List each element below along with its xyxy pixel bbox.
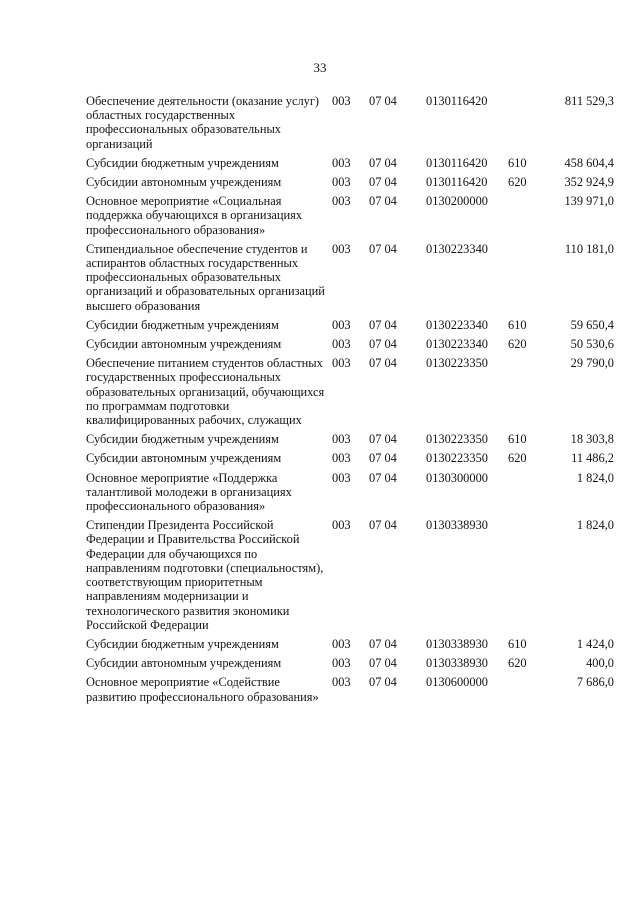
- row-target-code: 0130600000: [426, 675, 488, 690]
- row-name: Стипендии Президента Российской Федерации и Правительства Российской Федерации для обучающихся по направлениям подготовки (специальностям), соответствующим приоритетным направлениям модернизации и технологического развития экономики Российской Федерации: [86, 518, 324, 632]
- row-target-code: 0130338930: [426, 518, 488, 533]
- row-expense-type: 610: [508, 636, 527, 651]
- table-row: [86, 337, 614, 356]
- row-name: Основное мероприятие «Социальная поддержка обучающихся в организациях профессионального образования»: [86, 194, 303, 237]
- row-admin-code: 003: [332, 337, 351, 352]
- row-expense-type: [508, 94, 548, 156]
- row-section-code: 07 04: [369, 175, 397, 190]
- table-row: [86, 518, 614, 637]
- row-expense-type: 620: [508, 337, 527, 352]
- row-section-code: 07 04: [369, 656, 397, 671]
- row-admin-code: 003: [332, 432, 351, 447]
- row-target-code: 0130338930: [426, 636, 488, 651]
- row-section-code: 07 04: [369, 194, 397, 209]
- row-expense-type: [508, 242, 548, 318]
- row-section-code: 07 04: [369, 317, 397, 332]
- row-target-code: 0130223340: [426, 241, 488, 256]
- budget-table: [86, 94, 614, 709]
- table-row: [86, 656, 614, 675]
- row-target-code: 0130116420: [426, 94, 488, 108]
- row-name: Субсидии автономным учреждениям: [86, 656, 282, 671]
- row-expense-type: 610: [508, 317, 527, 332]
- table-row: [86, 156, 614, 175]
- row-section-code: 07 04: [369, 675, 397, 690]
- row-expense-type: 620: [508, 451, 527, 466]
- row-target-code: 0130223340: [426, 317, 488, 332]
- row-admin-code: 003: [332, 356, 351, 371]
- row-expense-type: [508, 194, 548, 242]
- row-amount: 110 181,0: [564, 241, 614, 256]
- row-target-code: 0130200000: [426, 194, 488, 209]
- row-target-code: 0130116420: [426, 155, 488, 170]
- row-target-code: 0130223350: [426, 432, 488, 447]
- row-section-code: 07 04: [369, 94, 397, 108]
- row-target-code: 0130223340: [426, 337, 488, 352]
- row-amount: 1 824,0: [576, 470, 614, 485]
- row-name: Основное мероприятие «Поддержка талантливой молодежи в организациях профессионального образования»: [86, 470, 292, 514]
- row-admin-code: 003: [332, 451, 351, 466]
- row-target-code: 0130338930: [426, 656, 488, 671]
- row-target-code: 0130223350: [426, 356, 488, 371]
- row-name: Стипендиальное обеспечение студентов и аспирантов областных государственных профессиональных образовательных организаций и образовательных организаций высшего образования: [86, 241, 325, 313]
- row-name: Субсидии бюджетным учреждениям: [86, 636, 279, 651]
- row-name: Основное мероприятие «Содействие развитию профессионального образования»: [86, 675, 319, 704]
- row-amount: 11 486,2: [571, 451, 614, 466]
- row-target-code: 0130223350: [426, 451, 488, 466]
- row-amount: 811 529,3: [564, 94, 614, 108]
- row-section-code: 07 04: [369, 518, 397, 533]
- row-name: Субсидии автономным учреждениям: [86, 337, 282, 352]
- row-section-code: 07 04: [369, 356, 397, 371]
- table-row: [86, 194, 614, 242]
- row-admin-code: 003: [332, 518, 351, 533]
- row-name: Субсидии бюджетным учреждениям: [86, 317, 279, 332]
- row-section-code: 07 04: [369, 432, 397, 447]
- row-admin-code: 003: [332, 317, 351, 332]
- row-admin-code: 003: [332, 194, 351, 209]
- row-section-code: 07 04: [369, 337, 397, 352]
- row-expense-type: 620: [508, 656, 527, 671]
- row-amount: 458 604,4: [564, 155, 614, 170]
- row-target-code: 0130116420: [426, 175, 488, 190]
- row-target-code: 0130300000: [426, 470, 488, 485]
- table-row: [86, 675, 614, 708]
- row-section-code: 07 04: [369, 636, 397, 651]
- row-section-code: 07 04: [369, 155, 397, 170]
- row-name: Обеспечение деятельности (оказание услуг) областных государственных профессиональных образовательных организаций: [86, 94, 320, 151]
- row-expense-type: [508, 471, 548, 519]
- row-amount: 59 650,4: [570, 317, 614, 332]
- row-amount: 29 790,0: [570, 356, 614, 371]
- row-amount: 50 530,6: [570, 337, 614, 352]
- table-row: [86, 242, 614, 318]
- row-expense-type: [508, 675, 548, 708]
- table-row: [86, 451, 614, 470]
- row-admin-code: 003: [332, 155, 351, 170]
- table-row: [86, 175, 614, 194]
- row-section-code: 07 04: [369, 470, 397, 485]
- table-row: [86, 356, 614, 432]
- table-row: [86, 432, 614, 451]
- table-row: [86, 637, 614, 656]
- row-section-code: 07 04: [369, 451, 397, 466]
- row-amount: 400,0: [586, 656, 614, 671]
- table-row: [86, 318, 614, 337]
- row-expense-type: 610: [508, 155, 527, 170]
- row-expense-type: 620: [508, 175, 527, 190]
- page-number: 33: [313, 60, 327, 75]
- table-row: [86, 471, 614, 519]
- row-amount: 139 971,0: [564, 194, 614, 209]
- table-row: [86, 94, 614, 156]
- row-admin-code: 003: [332, 675, 351, 690]
- row-name: Субсидии автономным учреждениям: [86, 451, 282, 466]
- row-admin-code: 003: [332, 175, 351, 190]
- row-name: Субсидии бюджетным учреждениям: [86, 432, 279, 447]
- budget-table-body: [86, 94, 614, 709]
- row-amount: 18 303,8: [570, 432, 614, 447]
- row-name: Обеспечение питанием студентов областных государственных профессиональных образовательных организаций, обучающихся по программам подготовки квалифицированных рабочих, служащих: [86, 356, 325, 428]
- row-expense-type: [508, 356, 548, 432]
- row-amount: 1 824,0: [576, 518, 614, 533]
- row-section-code: 07 04: [369, 241, 397, 256]
- row-admin-code: 003: [332, 636, 351, 651]
- row-amount: 1 424,0: [576, 636, 614, 651]
- row-name: Субсидии бюджетным учреждениям: [86, 155, 279, 170]
- row-amount: 352 924,9: [564, 175, 614, 190]
- row-expense-type: 610: [508, 432, 527, 447]
- row-admin-code: 003: [332, 470, 351, 485]
- row-admin-code: 003: [332, 241, 351, 256]
- row-admin-code: 003: [332, 656, 351, 671]
- row-amount: 7 686,0: [576, 675, 614, 690]
- row-name: Субсидии автономным учреждениям: [86, 175, 282, 190]
- row-expense-type: [508, 518, 548, 637]
- row-admin-code: 003: [332, 94, 351, 108]
